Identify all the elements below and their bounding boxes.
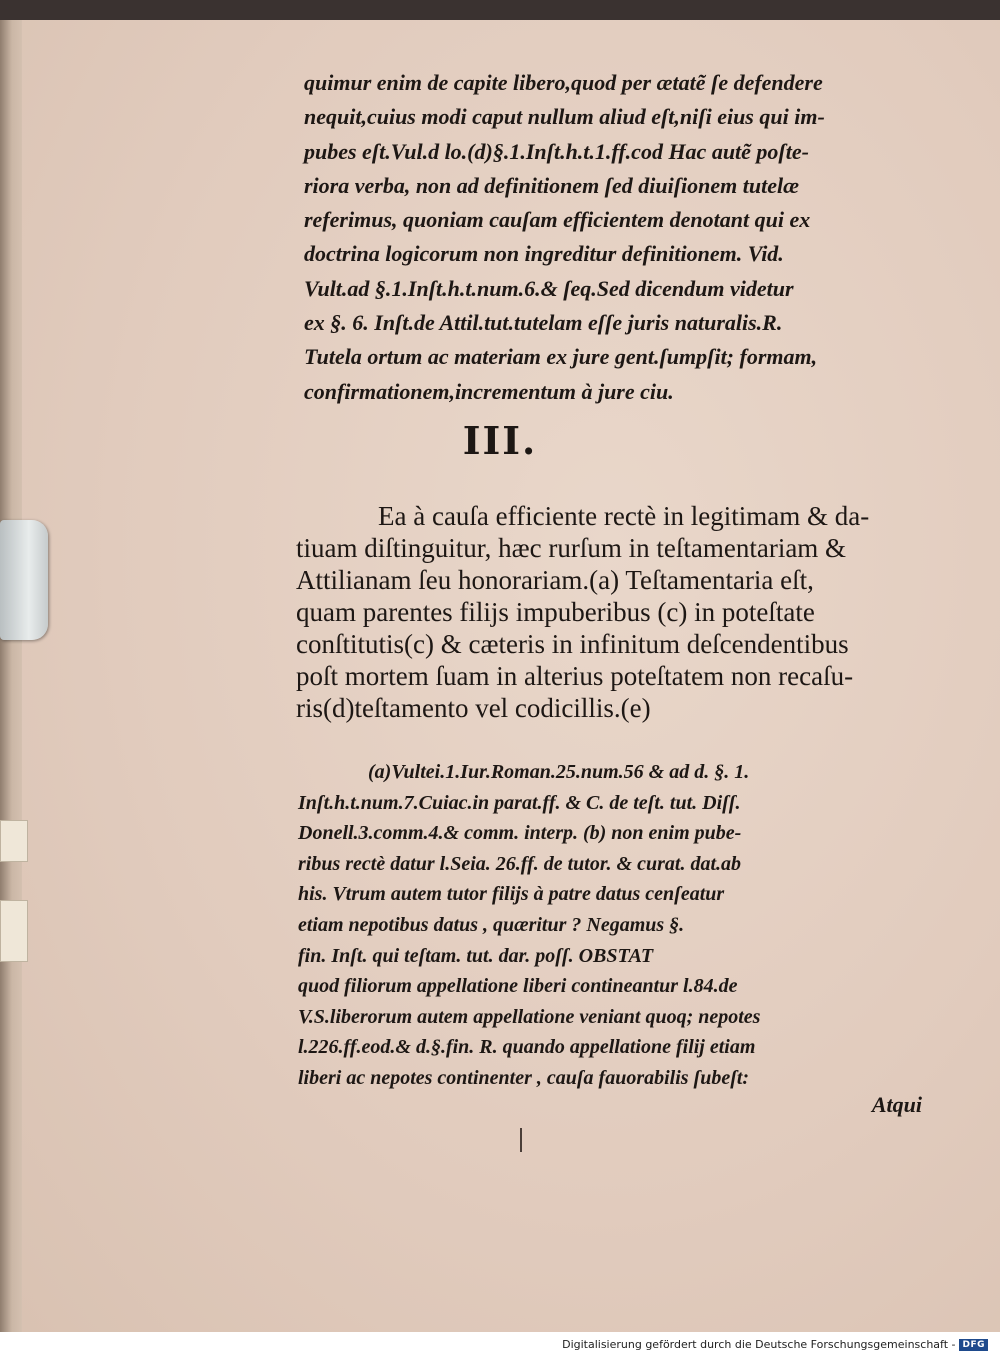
text-line: quimur enim de capite libero,quod per ætatẽ ſe defendere: [304, 70, 823, 95]
text-line: etiam nepotibus datus , quæritur ? Negamus §.: [298, 913, 685, 936]
section-heading: III.: [462, 418, 538, 463]
text-line: his. Vtrum autem tutor filijs à patre datus cenſeatur: [298, 883, 725, 906]
text-line: nequit,cuius modi caput nullum aliud eſt,niſi eius qui im-: [304, 104, 825, 130]
text-line: Attilianam ſeu honorariam.(a) Teſtamentaria eſt,: [296, 565, 814, 595]
printer-mark: [520, 1128, 522, 1152]
text-line: doctrina logicorum non ingreditur definitionem. Vid.: [304, 241, 784, 267]
text-line: Inſt.h.t.num.7.Cuiac.in parat.ff. & C. de teſt. tut. Diſſ.: [298, 791, 741, 814]
text-line: Ea à cauſa efficiente rectè in legitimam & da-: [378, 501, 870, 531]
text-line: confirmationem,incrementum à jure ciu.: [304, 378, 674, 404]
catchword: Atqui: [871, 1092, 922, 1117]
text-line: riora verba, non ad definitionem ſed diuiſionem tutelæ: [304, 172, 800, 198]
text-line: poſt mortem ſuam in alterius poteſtatem non recaſu-: [296, 661, 854, 691]
page-tab: [0, 820, 28, 862]
text-line: ribus rectè datur l.Seia. 26.ff. de tutor. & curat. dat.ab: [298, 852, 741, 875]
text-line: tiuam diſtinguitur, hæc rurſum in teſtamentariam &: [296, 533, 847, 563]
main-paragraph: [296, 500, 936, 724]
text-line: Tutela ortum ac materiam ex jure gent.ſumpſit; formam,: [304, 344, 818, 370]
text-line: fin. Inſt. qui teſtam. tut. dar. poſſ. OBSTAT: [298, 944, 654, 967]
text-line: ris(d)teſtamento vel codicillis.(e): [296, 693, 651, 723]
text-line: l.226.ff.eod.& d.§.fin. R. quando appellatione filij etiam: [298, 1036, 756, 1059]
text-line: Vult.ad §.1.Inſt.h.t.num.6.& ſeq.Sed dicendum videtur: [304, 275, 794, 301]
text-line: (a)Vultei.1.Iur.Roman.25.num.56 & ad d. §. 1.: [368, 761, 750, 783]
text-line: liberi ac nepotes continenter , cauſa fauorabilis ſubeſt:: [298, 1066, 750, 1089]
footer-credit: [562, 1338, 988, 1351]
text-line: V.S.liberorum autem appellatione veniant quoq; nepotes: [298, 1005, 761, 1028]
text-line: Donell.3.comm.4.& comm. interp. (b) non enim pube-: [298, 822, 742, 845]
text-line: referimus, quoniam cauſam efficientem denotant qui ex: [304, 207, 811, 233]
footer-text: Digitalisierung gefördert durch die Deutsche Forschungsgemeinschaft -: [562, 1338, 956, 1351]
page-clip: [0, 520, 48, 640]
page-tab: [0, 900, 28, 962]
text-line: quod filiorum appellatione liberi contineantur l.84.de: [298, 975, 738, 998]
text-line: conſtitutis(c) & cæteris in infinitum deſcendentibus: [296, 629, 849, 659]
text-line: pubes eſt.Vul.d lo.(d)§.1.Inſt.h.t.1.ff.cod Hac autẽ poſte-: [304, 138, 809, 164]
notes-paragraph: [298, 757, 938, 1094]
top-paragraph: [304, 66, 964, 409]
text-line: ex §. 6. Inſt.de Attil.tut.tutelam eſſe juris naturalis.R.: [304, 310, 783, 336]
dfg-logo[interactable]: DFG: [959, 1339, 988, 1351]
text-line: quam parentes filijs impuberibus (c) in poteſtate: [296, 597, 815, 627]
